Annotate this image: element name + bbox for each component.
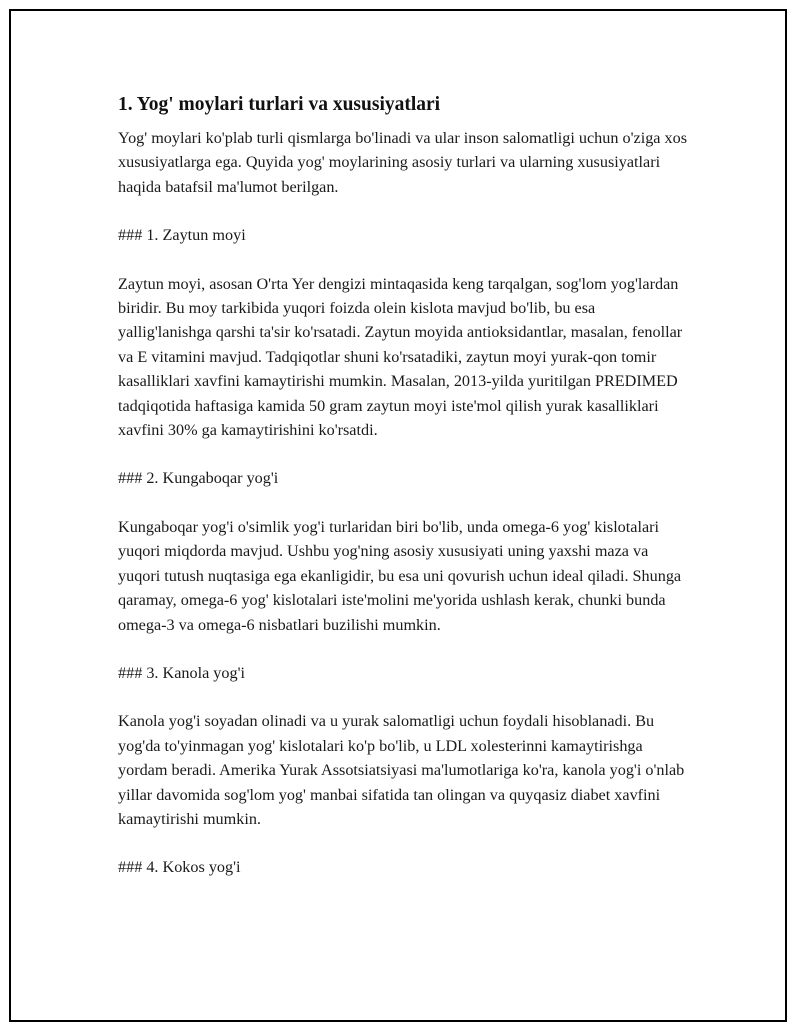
section-body-zaytun-moyi: Zaytun moyi, asosan O'rta Yer dengizi mintaqasida keng tarqalgan, sog'lom yog'lardan biridir. Bu moy tarkibida yuqori foizda olein kislota mavjud bo'lib, bu esa yallig'lanishga qarshi ta'sir ko'rsatadi. Zaytun moyida antioksidantlar, masalan, fenollar va E vitamini mavjud. Tadqiqotlar shuni ko'rsatadiki, zaytun moyi yurak-qon tomir kasalliklari xavfini kamaytirishi mumkin. Masalan, 2013-yilda yuritilgan PREDIMED tadqiqotida haftasiga kamida 50 gram zaytun moyi iste'mol qilish yurak kasalliklari xavfini 30% ga kamaytirishini ko'rsatdi.	[118, 274, 683, 440]
section-heading-kanola-yogi: ### 3. Kanola yog'i	[118, 663, 246, 682]
section-heading-zaytun-moyi: ### 1. Zaytun moyi	[118, 226, 246, 245]
section-heading-kungaboqar-yogi: ### 2. Kungaboqar yog'i	[118, 469, 279, 488]
section-heading-kokos-yogi: ### 4. Kokos yog'i	[118, 858, 241, 877]
section-body-kungaboqar-yogi: Kungaboqar yog'i o'simlik yog'i turlaridan biri bo'lib, unda omega-6 yog' kislotalari yuqori miqdorda mavjud. Ushbu yog'ning asosiy xususiyati uning yaxshi maza va yuqori tutush nuqtasiga ega ekanligidir, bu esa uni qovurish uchun ideal qiladi. Shunga qaramay, omega-6 yog' kislotalari iste'molini me'yorida ushlash kerak, chunki bunda omega-3 va omega-6 nisbatlari buzilishi mumkin.	[118, 517, 682, 634]
section-body-kanola-yogi: Kanola yog'i soyadan olinadi va u yurak salomatligi uchun foydali hisoblanadi. Bu yog'da to'yinmagan yog' kislotalari ko'p bo'lib, u LDL xolesterinni kamaytirishga yordam beradi. Amerika Yurak Assotsiatsiyasi ma'lumotlariga ko'ra, kanola yog'i o'nlab yillar davomida sog'lom yog' manbai sifatida tan olingan va quyqasiz diabet xavfini kamaytirishi mumkin.	[118, 712, 685, 828]
document-title: 1. Yog' moylari turlari va xususiyatlari	[118, 94, 441, 115]
document-content	[118, 92, 688, 904]
intro-paragraph: Yog' moylari ko'plab turli qismlarga bo'linadi va ular inson salomatligi uchun o'ziga xos xususiyatlarga ega. Quyida yog' moylarining asosiy turlari va ularning xususiyatlari haqida batafsil ma'lumot berilgan.	[118, 129, 688, 196]
